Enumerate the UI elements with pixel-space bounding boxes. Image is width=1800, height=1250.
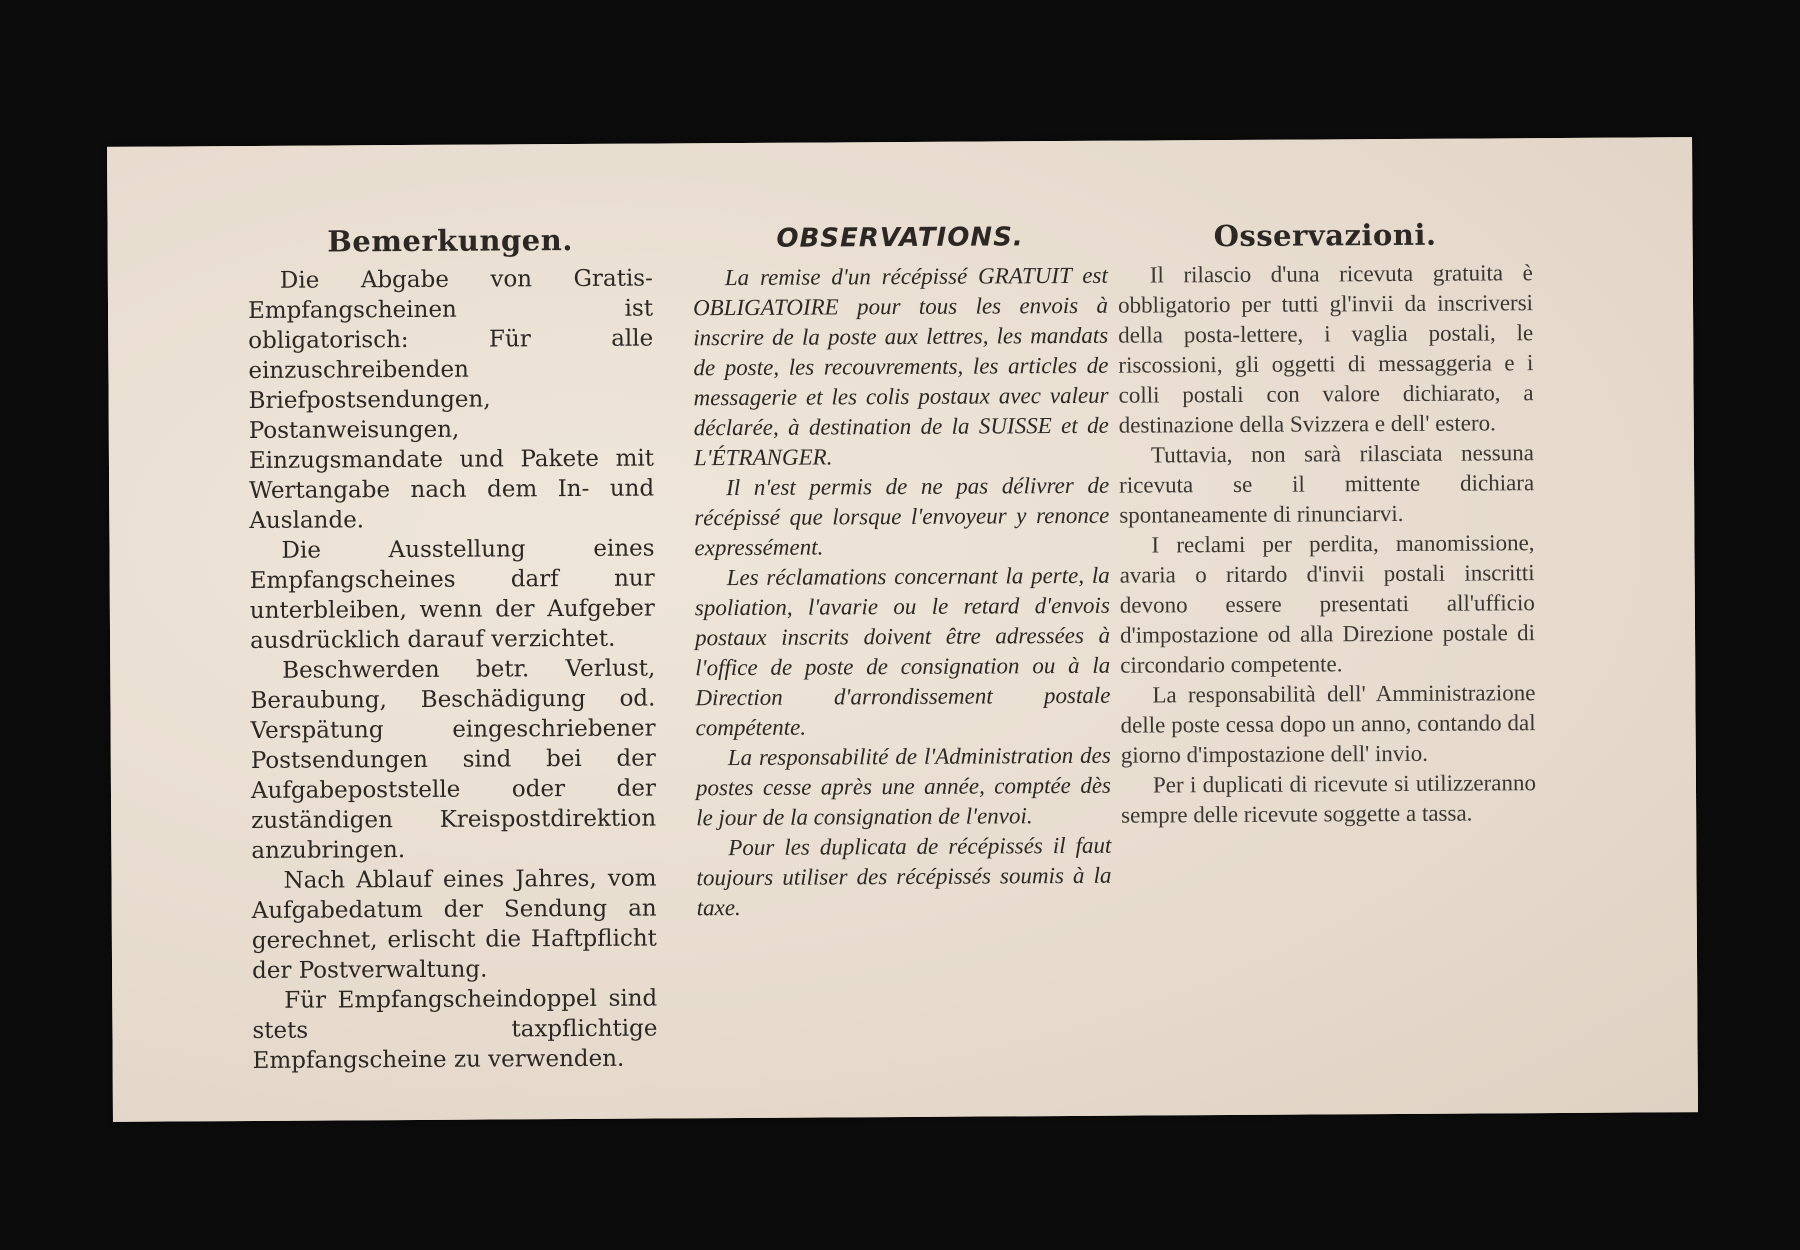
italian-column — [1117, 216, 1536, 831]
french-paragraph-3: Les réclamations concernant la perte, la spoliation, l'avarie ou le retard d'envois postaux inscrits doivent être adressées à l'office de poste de consignation ou à la Direction d'arrondissement postale compétente. — [694, 562, 1111, 741]
german-paragraph-2: Die Ausstellung eines Empfangscheines darf nur unterbleiben, wenn der Aufgeber ausdrücklich darauf verzichtet. — [249, 535, 655, 654]
italian-paragraph-3: I reclami per perdita, manomissione, avaria o ritardo d'invii postali inscritti devono essere presentati all'ufficio d'impostazione od alla Direzione postale di circondario competente. — [1119, 530, 1536, 678]
french-paragraph-5: Pour les duplicata de récépissés il faut toujours utiliser des récépissés soumis à la taxe. — [696, 832, 1112, 921]
receipt-card — [107, 137, 1698, 1122]
french-paragraph-2: Il n'est permis de ne pas délivrer de récépissé que lorsque l'envoyeur y renonce expressément. — [694, 472, 1110, 561]
french-paragraph-1: La remise d'un récépissé GRATUIT est OBLIGATOIRE pour tous les envois à inscrire de la poste aux lettres, les mandats de poste, les recouvrements, les articles de messagerie et les colis postaux avec valeur déclarée, à destination de la SUISSE et de L'ÉTRANGER. — [692, 262, 1109, 471]
italian-paragraph-4: La responsabilità dell' Amministrazione delle poste cessa dopo un anno, contando dal giorno d'impostazione dell' invio. — [1120, 680, 1536, 768]
italian-paragraph-5: Per i duplicati di ricevute si utilizzeranno sempre delle ricevute soggette a tassa. — [1121, 770, 1537, 828]
italian-paragraph-1: Il rilascio d'una ricevuta gratuita è obbligatorio per tutti gl'invii da inscriversi della posta-lettere, i vaglia postali, le riscossioni, gli oggetti di messaggeria e i colli postali con valore dichiarato, a destinazione della Svizzera e dell' estero. — [1117, 260, 1534, 438]
italian-heading: Osservazioni. — [1213, 217, 1437, 254]
french-heading: OBSERVATIONS. — [776, 222, 1024, 254]
german-paragraph-1: Die Abgabe von Gratis-Empfangscheinen ist obligatorisch: Für alle einzuschreibenden Briefpostsendungen, Postanweisungen, Einzugsmandate und Pakete mit Wertangabe nach dem In- und Auslande. — [247, 265, 655, 534]
french-paragraph-4: La responsabilité de l'Administration des postes cesse après une année, comptée dès le jour de la consignation de l'envoi. — [695, 742, 1112, 831]
german-paragraph-4: Nach Ablauf eines Jahres, vom Aufgabedatum der Sendung an gerechnet, erlischt die Haftpflicht der Postverwaltung. — [251, 865, 657, 984]
german-paragraph-3: Beschwerden betr. Verlust, Beraubung, Beschädigung od. Verspätung eingeschriebener Postsendungen sind bei der Aufgabepoststelle oder der zuständigen Kreispostdirektion anzubringen. — [250, 655, 657, 864]
german-heading: Bemerkungen. — [327, 223, 573, 259]
german-column — [248, 222, 658, 1076]
italian-paragraph-2: Tuttavia, non sarà rilasciata nessuna ricevuta se il mittente dichiara spontaneamente di rinunciarvi. — [1119, 440, 1535, 528]
french-column — [693, 219, 1112, 924]
german-paragraph-5: Für Empfangscheindoppel sind stets taxpflichtige Empfangscheine zu verwenden. — [252, 985, 658, 1074]
